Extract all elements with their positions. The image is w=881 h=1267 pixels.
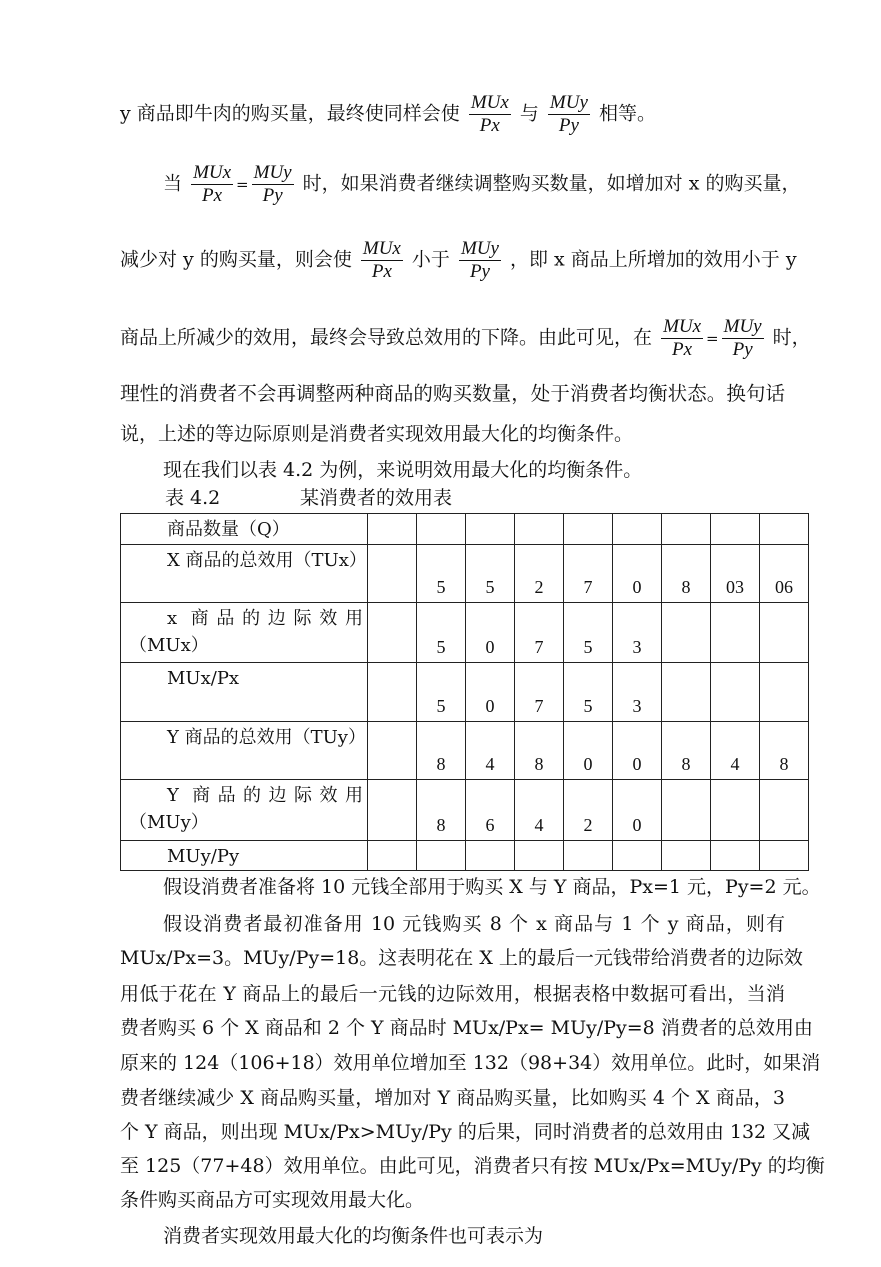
table-cell: 2 bbox=[564, 780, 613, 841]
table-cell bbox=[613, 841, 662, 871]
table-cell: 5 bbox=[417, 603, 466, 663]
text-line-3 bbox=[120, 238, 797, 283]
table-cell bbox=[662, 663, 711, 722]
text-line-18: 消费者实现效用最大化的均衡条件也可表示为 bbox=[163, 1225, 544, 1247]
text-line-15: 个 Y 商品，则出现 MUx/Px>MUy/Py 的后果，同时消费者的总效用由 132 又减 bbox=[120, 1121, 811, 1143]
table-cell: 8 bbox=[662, 545, 711, 603]
table-cell: 6 bbox=[466, 780, 515, 841]
fraction-numerator: MUy bbox=[723, 316, 762, 337]
text-line-11: 用低于花在 Y 商品上的最后一元钱的边际效用，根据表格中数据可看出，当消 bbox=[120, 983, 785, 1005]
table-cell: 8 bbox=[417, 780, 466, 841]
table-cell bbox=[417, 514, 466, 545]
table-cell bbox=[368, 780, 417, 841]
fraction-denominator: Py bbox=[558, 115, 579, 136]
table-cell: 0 bbox=[613, 545, 662, 603]
table-cell: 5 bbox=[466, 545, 515, 603]
table-cell: 4 bbox=[711, 722, 760, 780]
table-row bbox=[121, 603, 809, 663]
table-row bbox=[121, 663, 809, 722]
text-line-2 bbox=[163, 162, 801, 207]
fraction-denominator: Py bbox=[469, 261, 490, 282]
table-cell bbox=[564, 514, 613, 545]
fraction-numerator: MUx bbox=[193, 162, 232, 183]
fraction-mux-px bbox=[361, 238, 403, 283]
table-cell: 3 bbox=[613, 603, 662, 663]
table-row bbox=[121, 545, 809, 603]
table-cell: 7 bbox=[564, 545, 613, 603]
text-span: 商品上所减少的效用，最终会导致总效用的下降。由此可见，在 bbox=[120, 326, 653, 349]
row-label: Y 商品的边际效用 （MUy） bbox=[121, 780, 368, 841]
fraction-muy-py bbox=[548, 92, 590, 137]
table-cell: 5 bbox=[417, 545, 466, 603]
fraction-numerator: MUy bbox=[460, 238, 499, 259]
table-cell bbox=[515, 841, 564, 871]
table-cell: 0 bbox=[466, 663, 515, 722]
table-cell bbox=[662, 603, 711, 663]
table-cell: 8 bbox=[662, 722, 711, 780]
fraction-denominator: Py bbox=[732, 339, 753, 360]
table-cell: 0 bbox=[564, 722, 613, 780]
table-cell bbox=[466, 841, 515, 871]
fraction-numerator: MUy bbox=[253, 162, 292, 183]
text-line-17: 条件购买商品方可实现效用最大化。 bbox=[120, 1189, 425, 1211]
row-label: MUy/Py bbox=[121, 841, 368, 871]
text-line-8: 假设消费者准备将 10 元钱全部用于购买 X 与 Y 商品，Px=1 元，Py=2 元。 bbox=[163, 876, 821, 898]
fraction-muy-py bbox=[459, 238, 501, 283]
table-cell: 8 bbox=[760, 722, 809, 780]
row-label: x 商品的边际效用 （MUx） bbox=[121, 603, 368, 663]
table-cell bbox=[613, 514, 662, 545]
text-line-16: 至 125（77+48）效用单位。由此可见，消费者只有按 MUx/Px=MUy/Py 的均衡 bbox=[120, 1155, 825, 1177]
table-cell: 0 bbox=[613, 722, 662, 780]
table-cell bbox=[368, 722, 417, 780]
table-cell: 2 bbox=[515, 545, 564, 603]
fraction-mux-px bbox=[469, 92, 511, 137]
text-span: 相等。 bbox=[598, 102, 656, 125]
fraction-numerator: MUx bbox=[362, 238, 401, 259]
table-cell bbox=[515, 514, 564, 545]
table-cell bbox=[564, 841, 613, 871]
text-line-10: MUx/Px=3。MUy/Py=18。这表明花在 X 上的最后一元钱带给消费者的边际效 bbox=[120, 947, 803, 969]
table-cell bbox=[711, 663, 760, 722]
text-span: 减少对 y 的购买量，则会使 bbox=[120, 248, 352, 271]
row-label: 商品数量（Q） bbox=[121, 514, 368, 545]
text-span: 时，如果消费者继续调整购买数量，如增加对 x 的购买量， bbox=[302, 172, 801, 195]
text-line-5: 理性的消费者不会再调整两种商品的购买数量，处于消费者均衡状态。换句话 bbox=[120, 382, 785, 405]
text-line-14: 费者继续减少 X 商品购买量，增加对 Y 商品购买量，比如购买 4 个 X 商品，3 bbox=[120, 1087, 785, 1109]
table-cell bbox=[711, 780, 760, 841]
fraction-mux-px bbox=[661, 316, 703, 361]
text-span: ，即 x 商品上所增加的效用小于 y bbox=[510, 248, 797, 271]
table-number: 表 4.2 bbox=[165, 487, 221, 509]
fraction-numerator: MUy bbox=[549, 92, 588, 113]
table-cell bbox=[760, 841, 809, 871]
text-line-13: 原来的 124（106+18）效用单位增加至 132（98+34）效用单位。此时，如果消 bbox=[120, 1052, 821, 1074]
table-cell bbox=[711, 514, 760, 545]
table-cell: 5 bbox=[564, 603, 613, 663]
table-row bbox=[121, 722, 809, 780]
table-cell: 5 bbox=[564, 663, 613, 722]
table-caption bbox=[165, 486, 453, 510]
text-line-4 bbox=[120, 316, 811, 361]
table-cell bbox=[368, 841, 417, 871]
text-line-12: 费者购买 6 个 X 商品和 2 个 Y 商品时 MUx/Px= MUy/Py=8 消费者的总效用由 bbox=[120, 1017, 813, 1039]
table-cell: 3 bbox=[613, 663, 662, 722]
fraction-denominator: Px bbox=[371, 261, 392, 282]
utility-table bbox=[120, 513, 809, 871]
fraction-numerator: MUx bbox=[470, 92, 509, 113]
text-span: 与 bbox=[519, 102, 539, 125]
table-title: 某消费者的效用表 bbox=[300, 487, 453, 509]
fraction-muy-py bbox=[252, 162, 294, 207]
table-cell bbox=[368, 603, 417, 663]
table-cell bbox=[368, 545, 417, 603]
fraction-numerator: MUx bbox=[663, 316, 702, 337]
table-row bbox=[121, 780, 809, 841]
table-cell bbox=[417, 841, 466, 871]
fraction-muy-py bbox=[722, 316, 764, 361]
table-cell bbox=[760, 603, 809, 663]
row-label: Y 商品的总效用（TUy） bbox=[121, 722, 368, 780]
fraction-denominator: Px bbox=[479, 115, 500, 136]
table-cell bbox=[760, 514, 809, 545]
table-cell bbox=[662, 514, 711, 545]
fraction-mux-px bbox=[191, 162, 233, 207]
text-span: 当 bbox=[163, 172, 183, 195]
text-line-1 bbox=[120, 92, 785, 137]
text-span: 小于 bbox=[411, 248, 450, 271]
table-cell: 8 bbox=[417, 722, 466, 780]
table-cell: 0 bbox=[466, 603, 515, 663]
table-cell: 4 bbox=[515, 780, 564, 841]
text-line-9: 假设消费者最初准备用 10 元钱购买 8 个 x 商品与 1 个 y 商品，则有 bbox=[163, 913, 785, 935]
table-cell: 7 bbox=[515, 603, 564, 663]
table-cell: 5 bbox=[417, 663, 466, 722]
table-cell bbox=[760, 663, 809, 722]
table-row bbox=[121, 514, 809, 545]
table-row bbox=[121, 841, 809, 871]
fraction-denominator: Py bbox=[262, 185, 283, 206]
equals-sign: = bbox=[236, 175, 249, 194]
text-span: y 商品即牛肉的购买量，最终使同样会使 bbox=[120, 102, 460, 125]
table-cell bbox=[368, 663, 417, 722]
table-cell: 8 bbox=[515, 722, 564, 780]
table-cell: 06 bbox=[760, 545, 809, 603]
table-cell bbox=[760, 780, 809, 841]
table-cell: 0 bbox=[613, 780, 662, 841]
table-cell bbox=[711, 603, 760, 663]
row-label: MUx/Px bbox=[121, 663, 368, 722]
text-span: 时， bbox=[772, 326, 811, 349]
table-cell: 7 bbox=[515, 663, 564, 722]
text-line-7: 现在我们以表 4.2 为例，来说明效用最大化的均衡条件。 bbox=[163, 459, 643, 481]
table-cell bbox=[368, 514, 417, 545]
row-label: X 商品的总效用（TUx） bbox=[121, 545, 368, 603]
table-cell: 03 bbox=[711, 545, 760, 603]
table-cell bbox=[466, 514, 515, 545]
fraction-denominator: Px bbox=[672, 339, 693, 360]
table-cell bbox=[662, 841, 711, 871]
equals-sign: = bbox=[706, 329, 719, 348]
table-cell bbox=[711, 841, 760, 871]
text-line-6: 说，上述的等边际原则是消费者实现效用最大化的均衡条件。 bbox=[120, 423, 634, 445]
table-cell: 4 bbox=[466, 722, 515, 780]
table-cell bbox=[662, 780, 711, 841]
fraction-denominator: Px bbox=[202, 185, 223, 206]
